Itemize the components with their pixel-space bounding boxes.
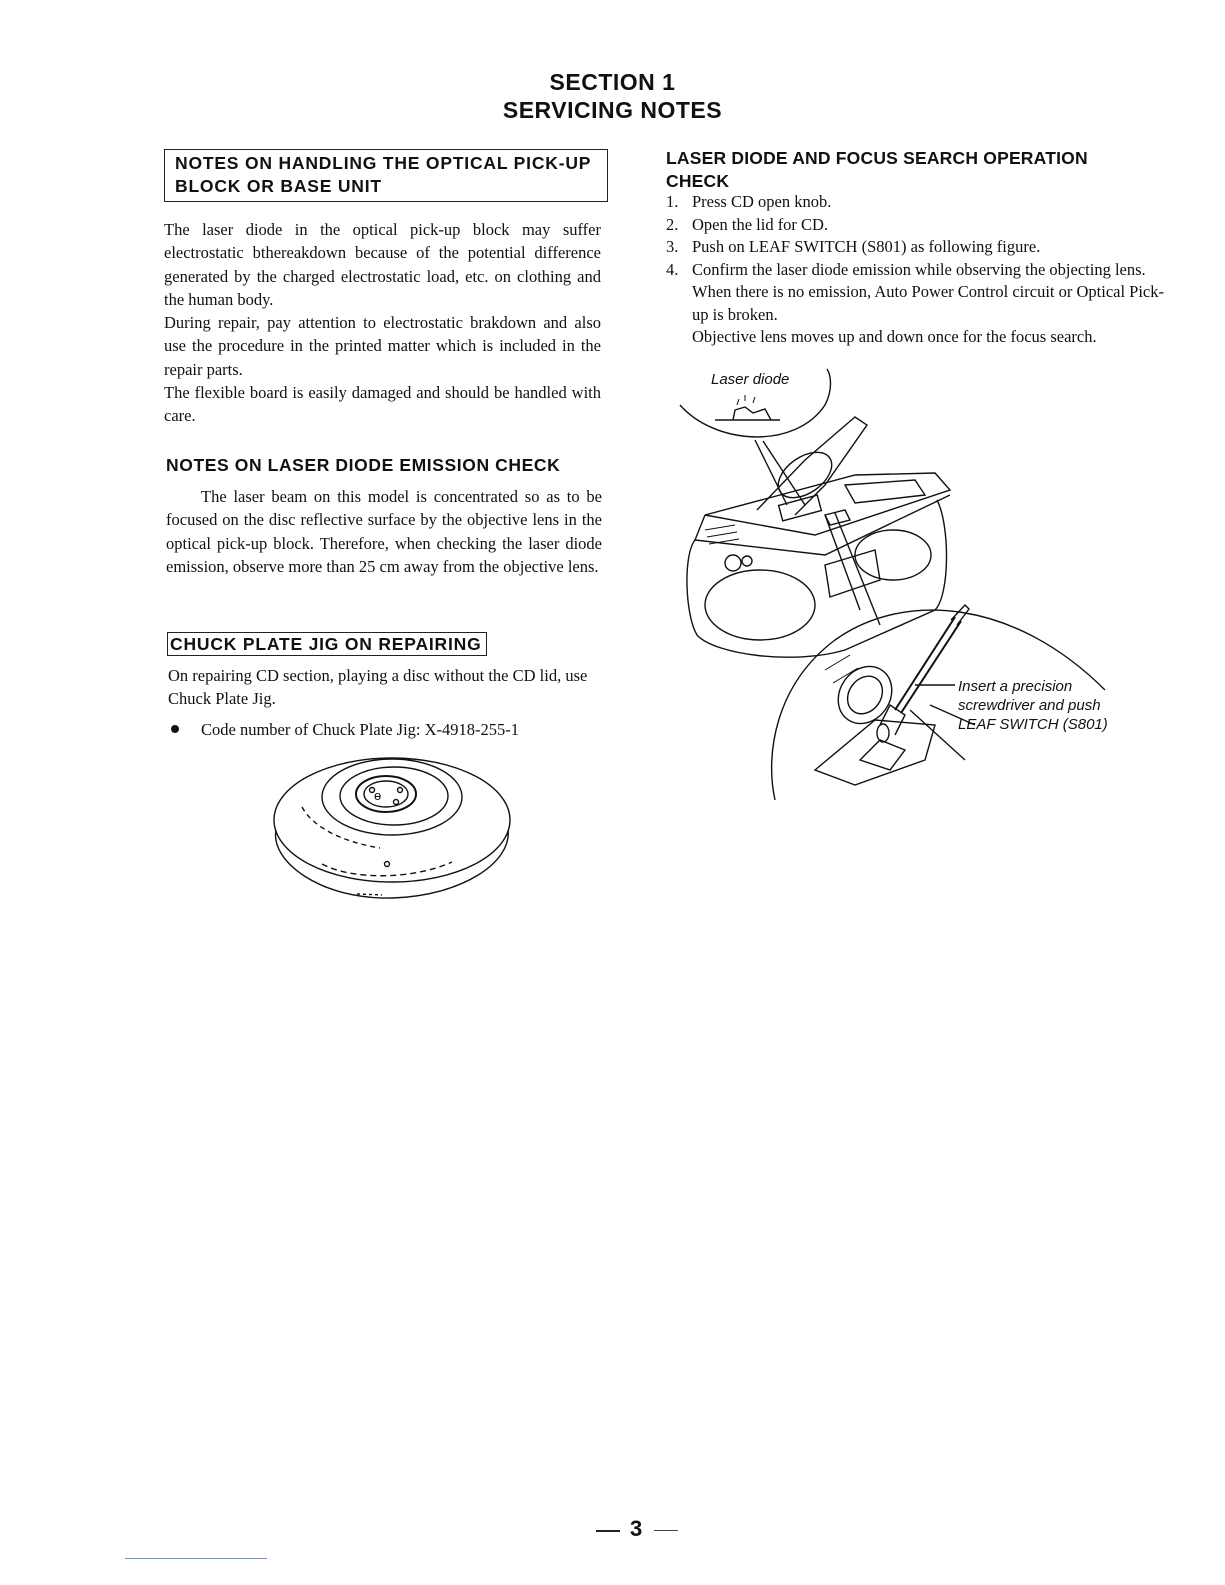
pickup-paragraph-2: During repair, pay attention to electrostatic brakdown and also use the procedure in the printed matter which is included in the repair parts. xyxy=(164,313,601,379)
instruction-line-3: LEAF SWITCH (S801) xyxy=(958,716,1108,733)
svg-text:ɵ: ɵ xyxy=(374,788,382,803)
section-title: SERVICING NOTES xyxy=(502,97,723,123)
chuck-code-text: Code number of Chuck Plate Jig: X-4918-255-1 xyxy=(201,720,520,739)
emission-paragraph: The laser beam on this model is concentrated so as to be focused on the disc reflective surface by the objective lens in the optical pick-up block. Therefore, when checking the laser diode emission, observe more than 25 cm away from the objective lens. xyxy=(166,487,602,576)
page-dash-right xyxy=(654,1530,678,1531)
page-dash-left xyxy=(596,1530,620,1532)
leaf-switch-instruction xyxy=(958,677,1108,734)
pickup-paragraph-1: The laser diode in the optical pick-up block may suffer electrostatic bthereakdown because of the potential difference generated by the charged electrostatic load, etc. on clothing and the human body. xyxy=(164,220,601,309)
instruction-line-2: screwdriver and push xyxy=(958,697,1101,714)
emission-check-heading: NOTES ON LASER DIODE EMISSION CHECK xyxy=(166,455,561,475)
pickup-heading-line1: NOTES ON HANDLING THE OPTICAL PICK-UP xyxy=(175,153,592,173)
step-item xyxy=(666,236,1166,259)
step-number: 4. xyxy=(666,259,679,279)
step-item xyxy=(666,259,1166,349)
step-text: Push on LEAF SWITCH (S801) as following figure. xyxy=(692,237,1041,256)
focus-search-heading xyxy=(666,147,1088,193)
chuck-plate-text xyxy=(168,664,605,711)
focus-heading-line1: LASER DIODE AND FOCUS SEARCH OPERATION xyxy=(666,148,1088,168)
instruction-line-1: Insert a precision xyxy=(958,678,1073,695)
step-item xyxy=(666,191,1166,214)
page-number: 3 xyxy=(630,1516,643,1541)
leaf-switch-figure xyxy=(675,365,1135,810)
step-number: 3. xyxy=(666,237,679,256)
pickup-handling-text xyxy=(164,218,601,428)
chuck-plate-heading: CHUCK PLATE JIG ON REPAIRING xyxy=(167,632,487,656)
emission-check-text xyxy=(166,485,602,578)
step-number: 2. xyxy=(666,214,679,234)
chuck-paragraph: On repairing CD section, playing a disc without the CD lid, use Chuck Plate Jig. xyxy=(168,666,588,709)
step-text: Open the lid for CD. xyxy=(692,214,829,234)
pickup-heading-line2: BLOCK OR BASE UNIT xyxy=(175,176,382,196)
step-text: Confirm the laser diode emission while observing the objecting lens. When there is no emission, Auto Power Control circuit or Optical Pick-up is broken. xyxy=(692,259,1164,324)
step-item xyxy=(666,214,1166,237)
chuck-code-item xyxy=(171,720,519,740)
pickup-handling-heading xyxy=(164,149,608,202)
focus-heading-line2: CHECK xyxy=(666,171,730,191)
bullet-icon xyxy=(171,725,179,733)
section-label: SECTION 1 xyxy=(549,69,676,95)
step-text: Press CD open knob. xyxy=(692,192,832,211)
chuck-plate-jig-figure xyxy=(262,752,522,912)
laser-diode-label: Laser diode xyxy=(711,371,790,388)
step-4-note: Objective lens moves up and down once for the focus search. xyxy=(692,327,1097,346)
step-number: 1. xyxy=(666,192,679,211)
focus-check-steps xyxy=(666,191,1166,349)
pickup-paragraph-3: The flexible board is easily damaged and should be handled with care. xyxy=(164,383,601,426)
footnote-rule xyxy=(125,1558,267,1559)
